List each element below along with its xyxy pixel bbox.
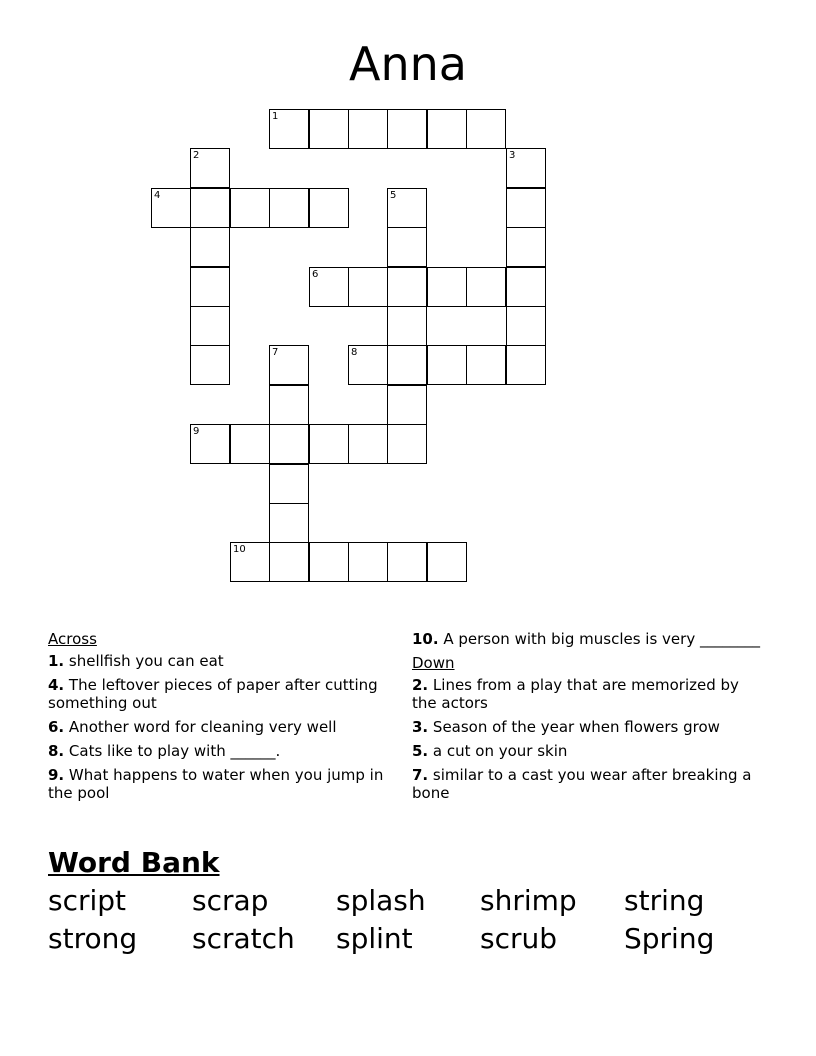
clue-down-7: 7. similar to a cast you wear after breaking a bone [412,766,752,802]
across-heading: Across [48,630,97,648]
grid-cell[interactable] [309,424,349,464]
grid-cell[interactable] [190,227,230,267]
grid-cell[interactable] [190,188,230,228]
grid-cell[interactable] [348,267,388,307]
grid-cell[interactable] [387,267,427,307]
word-bank-word: splint [336,922,413,955]
clue-across-4: 4. The leftover pieces of paper after cutting something out [48,676,378,712]
clue-across-9: 9. What happens to water when you jump in the pool [48,766,384,802]
grid-cell[interactable] [190,267,230,307]
clue-down-2: 2. Lines from a play that are memorized by the actors [412,676,739,712]
clue-across-1: 1. shellfish you can eat [48,652,224,670]
grid-cell[interactable] [387,109,427,149]
grid-cell[interactable] [427,542,467,582]
clue-across-8: 8. Cats like to play with ______. [48,742,281,760]
word-bank-word: script [48,884,127,917]
word-bank [48,882,768,958]
clue-down-5: 5. a cut on your skin [412,742,568,760]
word-bank-word: string [624,884,705,917]
grid-cell[interactable] [269,503,309,543]
word-bank-word: Spring [624,922,715,955]
grid-cell[interactable] [466,109,506,149]
grid-cell[interactable] [506,148,546,188]
grid-cell[interactable] [190,306,230,346]
grid-cell[interactable] [269,385,309,425]
clue-number: 5 [390,190,397,201]
grid-cell[interactable] [387,424,427,464]
grid-cell[interactable] [506,345,546,385]
grid-cell[interactable] [466,267,506,307]
grid-cell[interactable] [348,345,388,385]
grid-cell[interactable] [151,188,191,228]
grid-cell[interactable] [466,345,506,385]
clue-number: 3 [509,150,516,161]
grid-cell[interactable] [230,188,270,228]
grid-cell[interactable] [269,464,309,504]
puzzle-title: Anna [349,37,467,91]
grid-cell[interactable] [506,306,546,346]
grid-cell[interactable] [427,345,467,385]
word-bank-word: scrap [192,884,269,917]
clues-right-column [412,630,762,808]
grid-cell[interactable] [309,542,349,582]
clue-across-6: 6. Another word for cleaning very well [48,718,337,736]
word-bank-word: scrub [480,922,558,955]
clue-number: 7 [272,347,279,358]
word-bank-word: strong [48,922,138,955]
clue-number: 8 [351,347,358,358]
grid-cell[interactable] [506,227,546,267]
grid-cell[interactable] [309,188,349,228]
grid-cell[interactable] [269,109,309,149]
grid-cell[interactable] [230,424,270,464]
grid-cell[interactable] [269,542,309,582]
clue-number: 2 [193,150,200,161]
grid-cell[interactable] [387,188,427,228]
down-heading: Down [412,654,455,672]
grid-cell[interactable] [387,306,427,346]
clue-number: 4 [154,190,161,201]
grid-cell[interactable] [506,267,546,307]
word-bank-word: splash [336,884,426,917]
clue-number: 10 [233,544,246,555]
grid-cell[interactable] [427,109,467,149]
word-bank-word: shrimp [480,884,577,917]
grid-cell[interactable] [190,148,230,188]
grid-cell[interactable] [230,542,270,582]
word-bank-word: scratch [192,922,295,955]
grid-cell[interactable] [309,109,349,149]
grid-cell[interactable] [348,109,388,149]
grid-cell[interactable] [387,227,427,267]
clue-number: 6 [312,269,319,280]
clue-down-3: 3. Season of the year when flowers grow [412,718,720,736]
grid-cell[interactable] [269,345,309,385]
clues-left-column [48,630,388,808]
grid-cell[interactable] [190,345,230,385]
grid-cell[interactable] [387,385,427,425]
clue-across-10: 10. A person with big muscles is very ________ [412,630,760,648]
clue-number: 1 [272,111,279,122]
grid-cell[interactable] [309,267,349,307]
word-bank-heading: Word Bank [48,846,220,879]
grid-cell[interactable] [348,542,388,582]
clue-number: 9 [193,426,200,437]
grid-cell[interactable] [269,188,309,228]
grid-cell[interactable] [190,424,230,464]
grid-cell[interactable] [427,267,467,307]
grid-cell[interactable] [506,188,546,228]
grid-cell[interactable] [269,424,309,464]
grid-cell[interactable] [387,542,427,582]
grid-cell[interactable] [348,424,388,464]
grid-cell[interactable] [387,345,427,385]
